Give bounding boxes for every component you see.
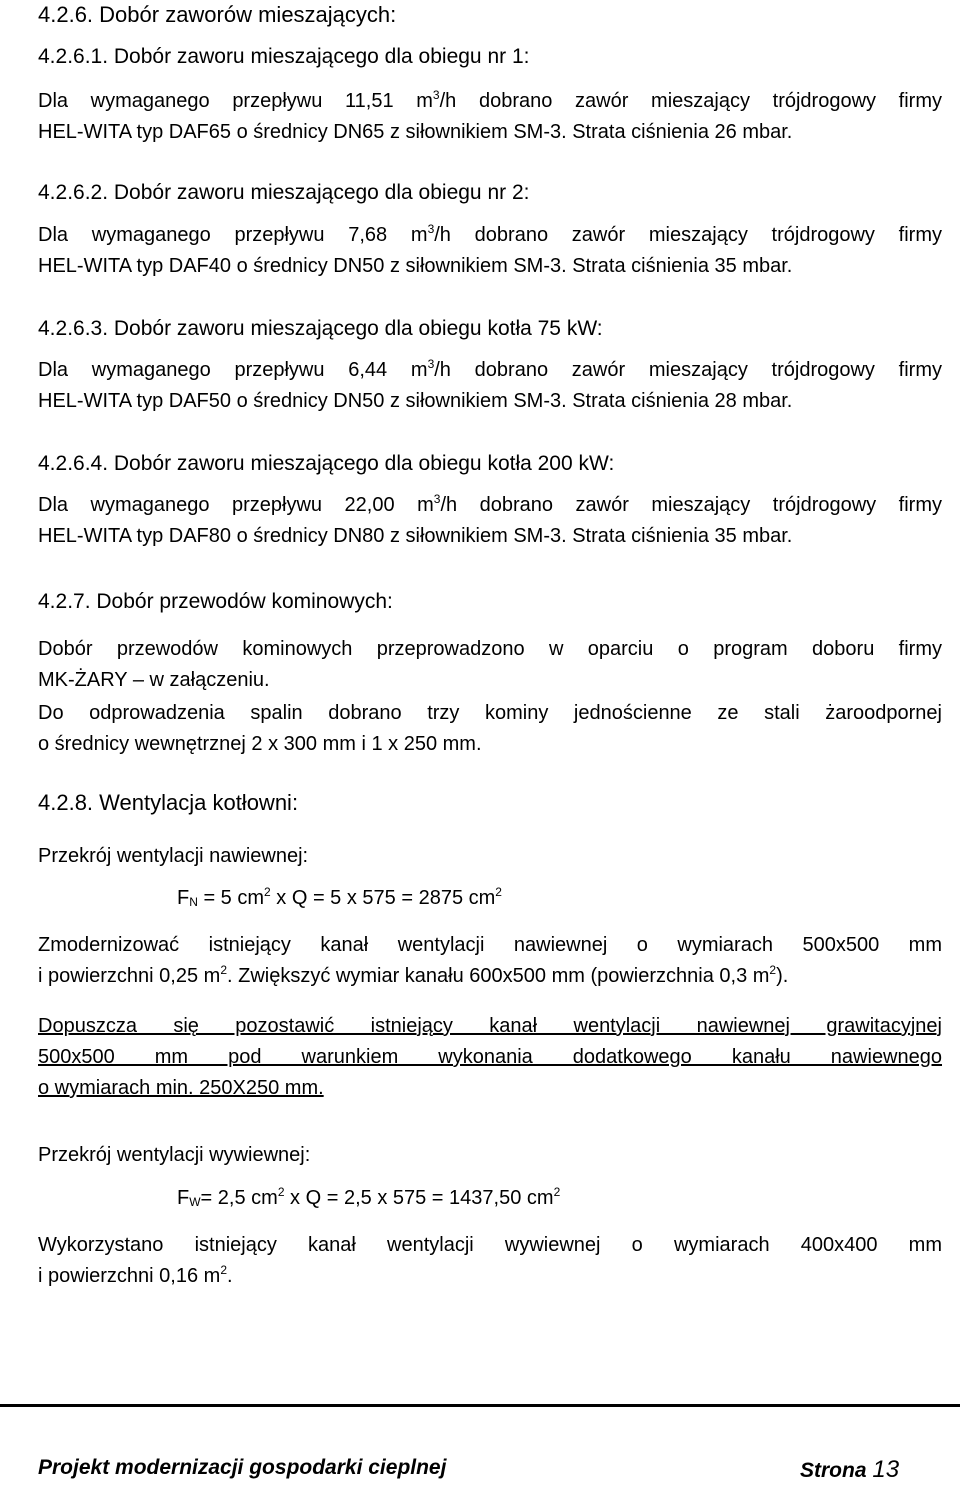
exhaust-formula: $F_W= 2,5$ $cm^2$ x Q = 2,5 x 575 = 1437,50 $cm^2$ [177,1185,561,1209]
footer-page-indicator [800,1456,899,1484]
paragraph-4-2-6-2 [38,220,942,282]
paragraph-line: i powierzchni 0,25 $m^2$. Zwiększyć wymiar kanału 600x500 mm (powierzchnia 0,3 $m^2$). [38,963,789,987]
exhaust-ventilation-label: Przekrój wentylacji wywiewnej: [38,1144,311,1166]
paragraph-line: HEL-WITA typ DAF65 o średnicy DN65 z siłownikiem SM-3. Strata ciśnienia 26 mbar. [38,121,793,143]
paragraph-4-2-6-4 [38,490,942,552]
paragraph-line: MK-ŻARY – w załączeniu. [38,669,270,691]
paragraph-allow-existing [38,1011,942,1104]
heading-4-2-6-1: 4.2.6.1. Dobór zaworu mieszającego dla obiegu nr 1: [38,45,530,68]
supply-ventilation-label: Przekrój wentylacji nawiewnej: [38,845,309,867]
paragraph-line: o średnicy wewnętrznej 2 x 300 mm i 1 x 250 mm. [38,733,482,755]
paragraph-line: 500x500 mm pod warunkiem wykonania dodatkowego kanału nawiewnego [38,1046,942,1068]
footer-divider [0,1404,960,1407]
paragraph-line: Dla wymaganego przepływu 11,51 $m^3/h$ dobrano zawór mieszający trójdrogowy firmy [38,88,942,112]
heading-4-2-6: 4.2.6. Dobór zaworów mieszających: [38,2,397,27]
paragraph-line: HEL-WITA typ DAF50 o średnicy DN50 z siłownikiem SM-3. Strata ciśnienia 28 mbar. [38,390,793,412]
paragraph-flue-gas [38,698,942,760]
paragraph-line: Do odprowadzenia spalin dobrano trzy kominy jednościenne ze stali żaroodpornej [38,702,942,724]
paragraph-line: Dla wymaganego przepływu 6,44 $m^3/h$ dobrano zawór mieszający trójdrogowy firmy [38,357,942,381]
heading-4-2-7: 4.2.7. Dobór przewodów kominowych: [38,590,393,613]
paragraph-line: Dopuszcza się pozostawić istniejący kanał wentylacji nawiewnej grawitacyjnej [38,1015,942,1037]
footer-project-title: Projekt modernizacji gospodarki cieplnej [38,1456,447,1479]
paragraph-line: Wykorzystano istniejący kanał wentylacji wywiewnej o wymiarach 400x400 mm [38,1234,942,1256]
paragraph-chimney-selection [38,634,942,696]
paragraph-line: Dla wymaganego przepływu 22,00 $m^3/h$ dobrano zawór mieszający trójdrogowy firmy [38,492,943,516]
heading-4-2-6-4: 4.2.6.4. Dobór zaworu mieszającego dla obiegu kotła 200 kW: [38,452,615,475]
paragraph-line: Dla wymaganego przepływu 7,68 $m^3/h$ dobrano zawór mieszający trójdrogowy firmy [38,222,942,246]
supply-formula: $F_N = 5$ $cm^2$ x Q = 5 x 575 = 2875 $cm^2$ [177,885,502,909]
heading-4-2-8: 4.2.8. Wentylacja kotłowni: [38,790,299,815]
paragraph-modernize [38,930,942,992]
footer-page-label: Strona [800,1459,867,1482]
footer-page-number: 13 [872,1456,900,1483]
paragraph-line: i powierzchni 0,16 $m^2$. [38,1263,233,1287]
paragraph-line: o wymiarach min. 250X250 mm. [38,1077,324,1099]
heading-4-2-6-3: 4.2.6.3. Dobór zaworu mieszającego dla obiegu kotła 75 kW: [38,317,603,340]
paragraph-4-2-6-1 [38,86,942,148]
heading-4-2-6-2: 4.2.6.2. Dobór zaworu mieszającego dla obiegu nr 2: [38,181,530,204]
paragraph-4-2-6-3 [38,355,942,417]
paragraph-line: HEL-WITA typ DAF40 o średnicy DN50 z siłownikiem SM-3. Strata ciśnienia 35 mbar. [38,255,793,277]
paragraph-line: Zmodernizować istniejący kanał wentylacji nawiewnej o wymiarach 500x500 mm [38,934,942,956]
paragraph-line: Dobór przewodów kominowych przeprowadzono w oparciu o program doboru firmy [38,638,942,660]
paragraph-exhaust-used [38,1230,942,1292]
paragraph-line: HEL-WITA typ DAF80 o średnicy DN80 z siłownikiem SM-3. Strata ciśnienia 35 mbar. [38,525,793,547]
